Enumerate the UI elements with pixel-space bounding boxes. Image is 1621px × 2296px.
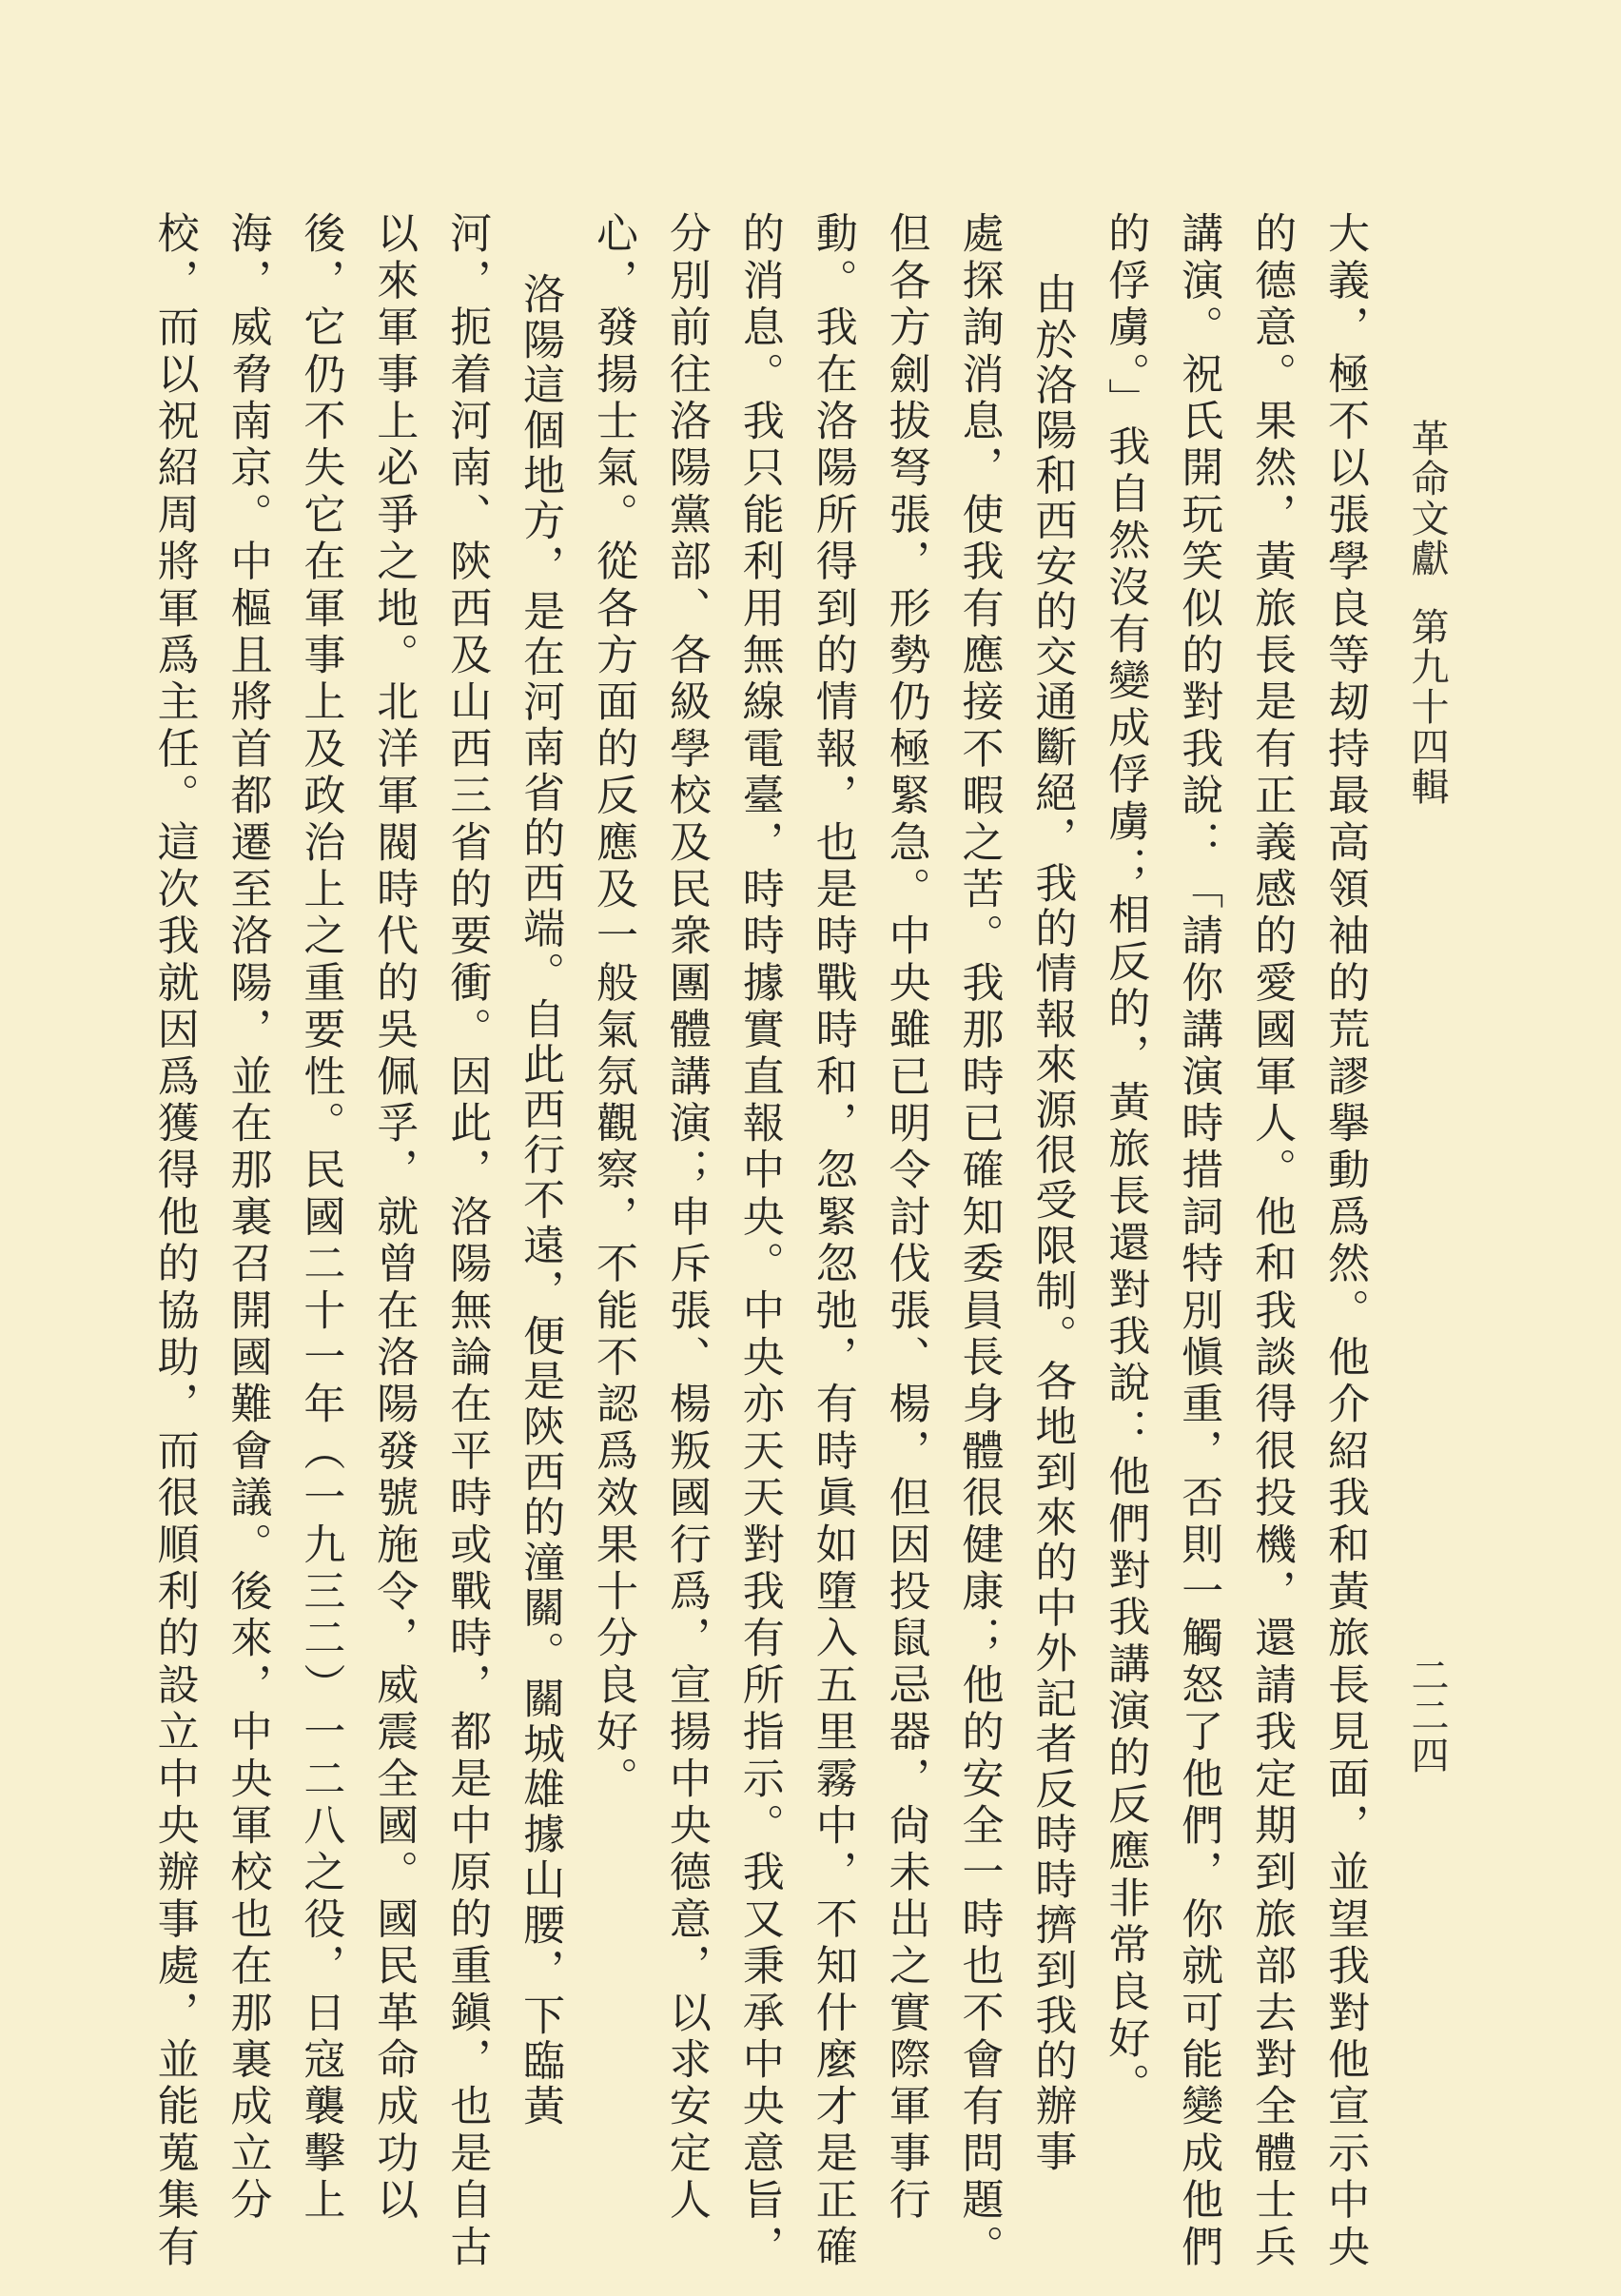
text-column: 心，發揚士氣。從各方面的反應及一般氣氛觀察，不能不認爲效果十分良好。 [589, 211, 637, 1803]
text-column: 由於洛陽和西安的交通斷絕，我的情報來源很受限制。各地到來的中外記者反時時擠到我的辦事 [1027, 272, 1077, 2175]
text-column: 處探詢消息，使我有應接不暇之苦。我那時已確知委員長身體很健康；他的安全一時也不會有問題。 [954, 211, 1004, 2271]
text-column: 的消息。我只能利用無線電臺，時時據實直報中央。中央亦天天對我有所指示。我又秉承中央意旨， [734, 211, 784, 2271]
page-number: 二二四 [1405, 1656, 1449, 1776]
text-column: 河，扼着河南、陝西及山西三省的要衝。因此，洛陽無論在平時或戰時，都是中原的重鎭，也是自古 [442, 211, 492, 2271]
text-column: 但各方劍拔弩張，形勢仍極緊急。中央雖已明令討伐張、楊，但因投鼠忌器，尙未出之實際軍事行 [881, 211, 930, 2225]
text-column: 的德意。果然，黃旅長是有正義感的愛國軍人。他和我談得很投機，還請我定期到旅部去對全體士兵 [1247, 211, 1297, 2271]
text-column: 校，而以祝紹周將軍爲主任。這次我就因爲獲得他的協助，而很順利的設立中央辦事處，並能蒐集有 [149, 211, 199, 2271]
running-header [1400, 419, 1455, 807]
text-column: 海，威脅南京。中樞且將首都遷至洛陽，並在那裏召開國難會議。後來，中央軍校也在那裏成立分 [223, 211, 272, 2225]
volume-label: 第九十四輯 [1405, 607, 1449, 807]
text-column: 的俘虜。」我自然沒有變成俘虜；相反的，黃旅長還對我說：他們對我講演的反應非常良好。 [1101, 211, 1150, 2110]
text-column: 講演。祝氏開玩笑似的對我說：「請你講演時措詞特別愼重，否則一觸怒了他們，你就可能變成他們 [1174, 211, 1223, 2271]
book-title: 革命文獻 [1405, 419, 1449, 579]
text-column: 以來軍事上必爭之地。北洋軍閥時代的吳佩孚，就曾在洛陽發號施令，威震全國。國民革命成功以 [369, 211, 419, 2225]
text-column: 動。我在洛陽所得到的情報，也是時戰時和，忽緊忽弛，有時眞如墮入五里霧中，不知什麼才是正確 [808, 211, 857, 2271]
text-column: 洛陽這個地方，是在河南省的西端。自此西行不遠，便是陝西的潼關。關城雄據山腰，下臨黃 [516, 272, 565, 2129]
text-column: 分別前往洛陽黨部、各級學校及民衆團體講演；申斥張、楊叛國行爲，宣揚中央德意，以求安定人 [661, 211, 711, 2225]
text-column: 大義，極不以張學良等刼持最高領袖的荒謬擧動爲然。他介紹我和黃旅長見面，並望我對他宣示中央 [1320, 211, 1369, 2271]
text-column: 後，它仍不失它在軍事上及政治上之重要性。民國二十一年（一九三二）一二八之役，日寇襲擊上 [296, 211, 345, 2225]
